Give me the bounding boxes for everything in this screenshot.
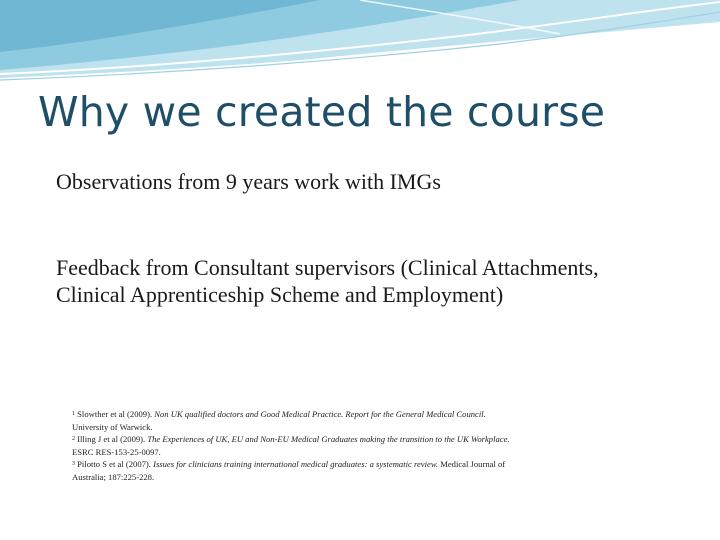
reference-authors: Slowther et al (2009). [77,409,155,419]
reference-title: The Experiences of UK, EU and Non-EU Medical Graduates making the transition to the UK Workplace. [147,434,510,444]
reference-source: Medical Journal of Australia; 187:225-228. [72,459,506,482]
reference-title: Issues for clinicians training international medical graduates: a systematic review. [153,459,439,469]
reference-marker: 3 [72,461,75,467]
point-feedback: Feedback from Consultant supervisors (Clinical Attachments, Clinical Apprenticeship Scheme and Employment) [56,255,599,307]
reference-marker: 2 [72,436,75,442]
reference-1 [72,408,512,433]
reference-2 [72,433,512,458]
reference-title: Non UK qualified doctors and Good Medical Practice. Report for the General Medical Council. [154,409,486,419]
slide-title: Why we created the course [38,88,606,136]
point-observations: Observations from 9 years work with IMGs [56,169,441,194]
reference-authors: Pilotto S et al (2007). [77,459,154,469]
header-wave-decoration [0,0,720,90]
reference-authors: Illing J et al (2009). [77,434,148,444]
references-block [72,408,512,483]
reference-marker: 1 [72,411,75,417]
reference-3 [72,458,512,483]
reference-source: University of Warwick. [72,421,153,432]
reference-source: ESRC RES-153-25-0097. [72,446,161,457]
